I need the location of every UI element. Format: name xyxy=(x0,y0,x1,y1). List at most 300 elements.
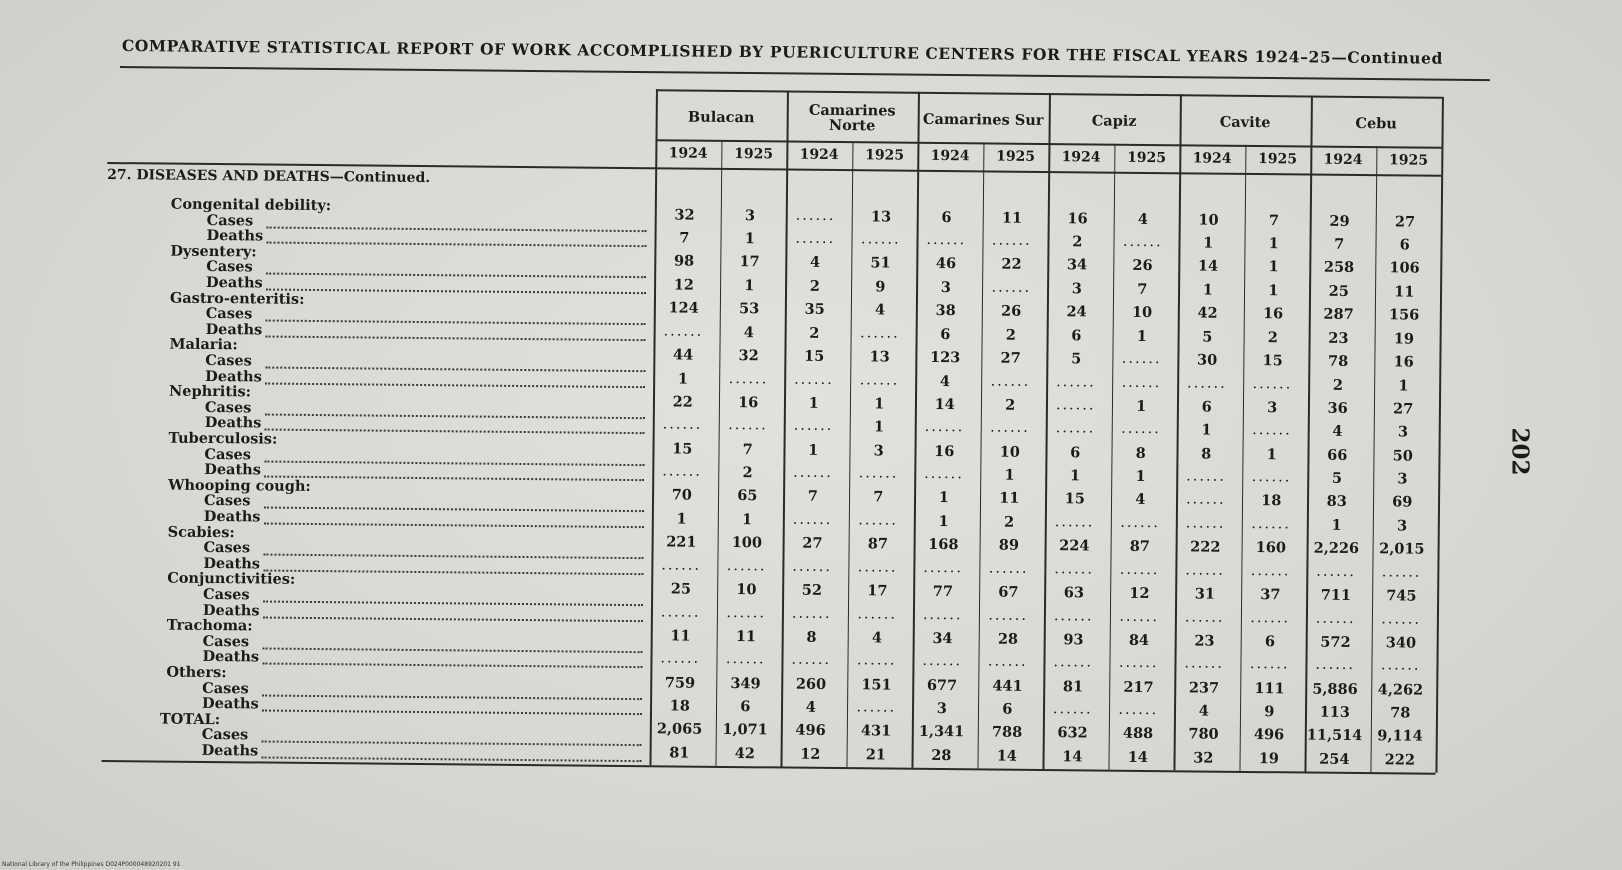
table-cell: ...... xyxy=(1055,420,1096,437)
table-cell: 15 xyxy=(1262,352,1283,370)
table-cell: 12 xyxy=(800,745,821,763)
leader-dots xyxy=(263,552,643,560)
table-cell: 237 xyxy=(1188,678,1220,697)
table-cell: 3 xyxy=(1397,470,1408,488)
table-cell: 1 xyxy=(741,511,753,529)
table-cell: 19 xyxy=(1258,750,1280,768)
table-cell: 42 xyxy=(734,745,756,763)
table-cell: ...... xyxy=(857,559,898,576)
table-cell: ...... xyxy=(1250,562,1291,580)
table-cell: 488 xyxy=(1122,725,1154,743)
leader-dots xyxy=(262,755,642,763)
table-bottom-rule xyxy=(101,760,1435,774)
table-cell: 168 xyxy=(928,536,959,554)
table-cell: ...... xyxy=(988,560,1029,577)
table-cell: 81 xyxy=(1062,677,1084,695)
table-cell: 53 xyxy=(738,300,760,318)
table-cell: ...... xyxy=(1381,564,1422,581)
table-cell: 7 xyxy=(742,440,753,458)
disease-name: Dysentery: xyxy=(170,242,257,261)
table-cell: 3 xyxy=(940,279,951,297)
table-cell: ...... xyxy=(791,651,832,669)
table-cell: 7 xyxy=(873,488,884,506)
table-cell: 77 xyxy=(932,582,954,601)
table-cell: ...... xyxy=(1316,563,1357,580)
table-cell: 780 xyxy=(1188,725,1219,744)
table-cell: 100 xyxy=(731,534,763,552)
table-cell: 27 xyxy=(1394,212,1416,231)
table-cell: 15 xyxy=(672,440,693,458)
table-cell: 31 xyxy=(1194,585,1216,603)
table-cell: 18 xyxy=(1261,492,1282,510)
table-cell: 222 xyxy=(1190,538,1221,556)
table-cell: 37 xyxy=(1260,586,1281,604)
table-cell: 15 xyxy=(1064,490,1085,508)
table-cell: 21 xyxy=(865,746,887,764)
cases-label: Cases xyxy=(204,445,252,463)
table-cell: ...... xyxy=(924,419,965,436)
table-cell: ...... xyxy=(1052,701,1093,718)
table-cell: ...... xyxy=(1055,396,1096,414)
table-cell: 632 xyxy=(1057,724,1088,742)
table-cell: 93 xyxy=(1063,630,1084,649)
leader-dots xyxy=(265,427,645,435)
table-cell: 32 xyxy=(674,206,695,224)
table-cell: ...... xyxy=(988,607,1029,624)
table-cell: ...... xyxy=(1252,375,1293,392)
table-cell: 431 xyxy=(860,722,892,740)
table-cell: 16 xyxy=(1067,209,1088,228)
cases-label: Cases xyxy=(205,305,253,323)
table-cell: ...... xyxy=(726,557,767,575)
table-cell: 50 xyxy=(1392,446,1413,465)
table-cell: ...... xyxy=(792,511,833,528)
table-cell: 1 xyxy=(873,418,885,436)
table-cell: 13 xyxy=(869,348,890,366)
table-cell: 5 xyxy=(1202,328,1213,346)
table-cell: ...... xyxy=(991,279,1032,296)
table-cell: 67 xyxy=(998,583,1019,601)
table-cell: 24 xyxy=(1066,303,1087,321)
table-cell: ...... xyxy=(1054,560,1095,578)
table-cell: 3 xyxy=(936,700,947,718)
table-cell: 10 xyxy=(736,581,757,599)
table-cell: 25 xyxy=(1328,282,1349,300)
cases-label: Cases xyxy=(203,585,250,604)
leader-dots xyxy=(266,240,646,248)
table-cell: ...... xyxy=(728,417,768,434)
table-cell: ...... xyxy=(660,650,701,668)
table-cell: 14 xyxy=(934,395,955,413)
disease-name: TOTAL: xyxy=(159,710,221,728)
table-cell: ...... xyxy=(728,370,769,387)
leader-dots xyxy=(265,380,645,388)
table-cell: 3 xyxy=(873,441,884,460)
disease-name: Tuberculosis: xyxy=(168,429,278,448)
deaths-label: Deaths xyxy=(205,367,262,386)
leader-dots xyxy=(266,333,646,341)
table-cell: 2,226 xyxy=(1313,539,1360,558)
table-cell: 1 xyxy=(1266,445,1277,463)
table-cell: 123 xyxy=(929,348,961,367)
table-cell: 2 xyxy=(1003,513,1015,531)
table-cell: 29 xyxy=(1329,212,1350,230)
table-cell: ...... xyxy=(1056,373,1096,391)
table-cell: ...... xyxy=(1185,491,1226,509)
year-header: 1925 xyxy=(1127,149,1167,167)
table-cell: ...... xyxy=(990,419,1030,437)
table-cell: 2 xyxy=(1332,376,1344,394)
table-cell: 28 xyxy=(997,630,1019,648)
table-cell: ...... xyxy=(660,603,701,621)
table-cell: 16 xyxy=(1262,305,1284,323)
disease-name: Malaria: xyxy=(169,335,238,354)
table-cell: ...... xyxy=(1053,607,1094,625)
table-cell: 5,886 xyxy=(1312,680,1358,698)
table-cell: 1 xyxy=(808,441,819,459)
table-cell: 78 xyxy=(1327,352,1349,370)
deaths-label: Deaths xyxy=(203,554,261,573)
table-cell: 22 xyxy=(672,393,693,411)
leader-dots xyxy=(263,645,643,653)
table-cell: 260 xyxy=(795,675,827,693)
table-cell: 2 xyxy=(1005,396,1016,414)
disease-name: Trachoma: xyxy=(166,616,253,635)
table-cell: ...... xyxy=(662,463,702,480)
deaths-label: Deaths xyxy=(201,695,259,713)
table-cell: ...... xyxy=(1185,562,1226,579)
table-cell: ...... xyxy=(661,557,702,574)
disease-name: Whooping cough: xyxy=(168,476,311,495)
table-cell: ...... xyxy=(726,604,767,621)
table-cell: ...... xyxy=(1252,422,1292,439)
table-cell: ...... xyxy=(1186,468,1226,485)
table-cell: 7 xyxy=(1137,280,1148,298)
table-cell: 9 xyxy=(1264,703,1275,721)
table-cell: 2 xyxy=(742,464,753,482)
table-cell: 224 xyxy=(1059,537,1090,555)
leader-dots xyxy=(266,271,646,279)
table-cell: 745 xyxy=(1386,587,1417,605)
table-cell: ...... xyxy=(725,651,766,668)
deaths-label: Deaths xyxy=(206,273,263,292)
province-header: Capiz xyxy=(1091,111,1137,130)
table-cell: 52 xyxy=(801,581,823,599)
table-cell: 10 xyxy=(1198,211,1219,229)
table-cell: ...... xyxy=(922,653,963,670)
table-cell: 4 xyxy=(1135,491,1146,509)
table-cell: 156 xyxy=(1388,306,1420,324)
table-cell: 98 xyxy=(673,252,695,271)
table-cell: ...... xyxy=(1121,350,1162,368)
table-cell: ...... xyxy=(792,558,833,575)
table-cell: 496 xyxy=(1253,726,1285,744)
table-cell: 2,015 xyxy=(1379,540,1425,558)
cases-label: Cases xyxy=(202,679,249,697)
statistics-table xyxy=(101,84,1498,805)
table-cell: ...... xyxy=(793,417,834,435)
table-cell: 1 xyxy=(1135,468,1146,486)
disease-name: Nephritis: xyxy=(168,382,252,401)
table-cell: ...... xyxy=(1118,655,1159,672)
table-cell: 222 xyxy=(1384,751,1416,769)
table-cell: 89 xyxy=(998,536,1020,554)
year-header: 1925 xyxy=(996,148,1036,165)
scan-footer: National Library of the Philippines D024P000048920201 91 xyxy=(2,861,181,868)
table-cell: ...... xyxy=(1119,608,1160,625)
table-cell: 4 xyxy=(939,372,951,390)
table-cell: 27 xyxy=(1393,400,1414,418)
year-header: 1925 xyxy=(865,147,905,164)
table-cell: 349 xyxy=(730,674,761,692)
table-cell: 8 xyxy=(1201,445,1212,463)
province-header: Cebu xyxy=(1355,114,1397,132)
table-cell: ...... xyxy=(1122,233,1163,251)
table-cell: 1 xyxy=(1136,397,1147,415)
leader-dots xyxy=(262,739,642,747)
leader-dots xyxy=(263,614,643,622)
table-cell: 254 xyxy=(1319,750,1350,768)
table-cell: 1 xyxy=(1202,281,1213,299)
table-cell: 9,114 xyxy=(1377,727,1423,746)
table-cell: 14 xyxy=(1197,257,1219,276)
table-cell: 36 xyxy=(1327,399,1348,417)
table-cell: 32 xyxy=(738,347,759,365)
table-cell: ...... xyxy=(1053,654,1094,671)
table-cell: 13 xyxy=(870,207,892,226)
table-cell: ...... xyxy=(663,323,704,340)
table-cell: ...... xyxy=(1118,701,1159,719)
table-cell: ...... xyxy=(1187,374,1227,392)
table-cell: ...... xyxy=(1184,608,1225,626)
table-cell: 4 xyxy=(805,698,816,717)
disease-name: Congenital debility: xyxy=(170,195,332,215)
table-cell: 69 xyxy=(1392,493,1413,511)
table-cell: 25 xyxy=(670,580,692,598)
table-cell: 34 xyxy=(1066,256,1088,274)
table-cell: 4 xyxy=(1137,210,1149,228)
cases-label: Cases xyxy=(203,539,251,557)
table-cell: 42 xyxy=(1197,304,1218,322)
deaths-label: Deaths xyxy=(202,648,260,666)
table-cell: 7 xyxy=(1334,235,1345,254)
table-cell: 1 xyxy=(1203,234,1214,252)
table-cell: 4 xyxy=(874,301,886,319)
table-cell: ...... xyxy=(1380,657,1421,675)
table-cell: 17 xyxy=(739,253,760,271)
table-cell: 6 xyxy=(1201,398,1212,416)
table-cell: ...... xyxy=(1121,421,1161,438)
table-cell: 16 xyxy=(934,442,955,460)
table-cell: ...... xyxy=(795,207,836,224)
table-cell: ...... xyxy=(1185,515,1226,532)
table-cell: 1,341 xyxy=(918,723,965,741)
deaths-label: Deaths xyxy=(201,741,259,760)
table-cell: ...... xyxy=(791,605,832,622)
table-cell: ...... xyxy=(1315,657,1356,674)
table-cell: 1 xyxy=(1136,327,1148,345)
table-cell: ...... xyxy=(1054,514,1095,531)
table-cell: ...... xyxy=(860,231,901,248)
table-cell: 81 xyxy=(669,744,690,762)
table-cell: 1 xyxy=(676,510,687,528)
table-cell: 1 xyxy=(938,512,949,531)
table-cell: 441 xyxy=(992,677,1023,695)
leader-dots xyxy=(262,661,642,669)
section-heading: 27. DISEASES AND DEATHS—Continued. xyxy=(107,166,431,187)
leader-dots xyxy=(262,708,642,716)
table-cell: ...... xyxy=(1250,609,1291,626)
table-cell: 258 xyxy=(1323,259,1355,277)
table-cell: 17 xyxy=(867,582,888,600)
table-cell: ...... xyxy=(795,230,836,248)
table-cell: 18 xyxy=(669,697,690,715)
title-rule xyxy=(120,66,1490,81)
deaths-label: Deaths xyxy=(205,320,263,339)
table-cell: 496 xyxy=(795,722,826,740)
year-header: 1924 xyxy=(1061,149,1101,166)
table-cell: ...... xyxy=(991,232,1032,250)
table-cell: 26 xyxy=(1000,302,1022,320)
table-cell: 106 xyxy=(1389,259,1420,277)
year-header: 1925 xyxy=(734,146,774,163)
cases-label: Cases xyxy=(203,492,251,510)
table-cell: ...... xyxy=(794,371,834,388)
leader-dots xyxy=(265,365,645,373)
table-cell: ...... xyxy=(662,416,703,434)
table-cell: 151 xyxy=(861,675,892,694)
table-cell: 759 xyxy=(664,673,696,692)
table-cell: 3 xyxy=(1397,423,1409,441)
table-cell: 70 xyxy=(671,486,693,505)
report-title: COMPARATIVE STATISTICAL REPORT OF WORK ACCOMPLISHED BY PUERICULTURE CENTERS FOR THE FISCAL YEARS 1924–25—Continued xyxy=(121,36,1444,68)
table-cell: 12 xyxy=(1129,584,1150,603)
table-cell: 15 xyxy=(803,347,825,365)
table-cell: ...... xyxy=(859,371,900,389)
table-cell: 63 xyxy=(1063,584,1085,602)
table-cell: ...... xyxy=(856,652,897,669)
table-cell: 44 xyxy=(672,346,694,364)
deaths-label: Deaths xyxy=(202,601,260,620)
table-cell: 1 xyxy=(874,395,885,413)
table-cell: 711 xyxy=(1320,586,1352,604)
table-cell: 788 xyxy=(991,723,1023,742)
table-cell: 4 xyxy=(1332,423,1343,441)
table-cell: ...... xyxy=(1184,655,1225,673)
cases-label: Cases xyxy=(206,211,254,229)
table-cell: 23 xyxy=(1194,632,1215,650)
table-cell: ...... xyxy=(859,325,900,342)
table-cell: 11 xyxy=(1394,283,1415,301)
table-cell: 3 xyxy=(744,206,756,224)
table-cell: 11 xyxy=(735,627,757,646)
table-cell: 2 xyxy=(809,324,820,342)
table-cell: 1 xyxy=(1398,376,1409,395)
table-cell: 9 xyxy=(875,278,886,296)
table-cell: 84 xyxy=(1128,631,1150,649)
table-cell: 1,071 xyxy=(722,721,768,739)
year-header: 1924 xyxy=(1192,150,1232,167)
table-cell: 3 xyxy=(1267,398,1278,417)
table-cell: 51 xyxy=(870,254,891,272)
table-cell: 66 xyxy=(1327,446,1348,464)
table-cell: 14 xyxy=(1127,748,1149,767)
table-cell: ...... xyxy=(858,465,899,482)
leader-dots xyxy=(263,567,643,575)
cases-label: Cases xyxy=(204,398,252,417)
table-cell: 2 xyxy=(809,277,820,295)
table-cell: 3 xyxy=(1396,517,1408,535)
table-cell: 78 xyxy=(1390,704,1411,722)
table-cell: ...... xyxy=(922,606,963,623)
table-cell: 1 xyxy=(808,394,819,412)
table-cell: 6 xyxy=(1071,327,1082,345)
table-cell: 38 xyxy=(935,302,956,320)
disease-name: Others: xyxy=(166,663,227,682)
table-cell: 4,262 xyxy=(1377,680,1424,699)
table-cell: 572 xyxy=(1320,633,1351,651)
table-cell: ...... xyxy=(1315,610,1356,627)
disease-name: Scabies: xyxy=(167,523,235,541)
table-cell: 113 xyxy=(1319,703,1350,722)
table-cell: 30 xyxy=(1196,351,1218,369)
year-header: 1924 xyxy=(799,146,839,164)
table-cell: ...... xyxy=(1121,374,1162,391)
leader-dots xyxy=(264,474,644,482)
province-header: Camarines Norte xyxy=(808,101,896,135)
table-cell: 8 xyxy=(806,628,817,646)
table-cell: 87 xyxy=(867,535,889,553)
year-header: 1925 xyxy=(1389,152,1429,169)
table-cell: 11 xyxy=(670,627,691,645)
table-cell: 27 xyxy=(802,534,823,553)
table-cell: 1 xyxy=(744,277,755,295)
disease-name: Conjunctivities: xyxy=(167,569,296,589)
table-cell: 1 xyxy=(1268,282,1279,300)
table-cell: 6 xyxy=(941,208,952,226)
table-cell: ...... xyxy=(1249,656,1290,673)
table-cell: 7 xyxy=(679,229,690,247)
leader-dots xyxy=(265,411,645,419)
table-cell: 2 xyxy=(1267,328,1278,347)
table-cell: 14 xyxy=(1062,748,1083,766)
deaths-label: Deaths xyxy=(206,227,264,245)
table-cell: ...... xyxy=(1251,515,1291,533)
cases-label: Cases xyxy=(201,726,249,744)
year-header: 1924 xyxy=(930,147,970,165)
page-number: 202 xyxy=(1506,427,1534,476)
table-cell: 14 xyxy=(996,747,1018,765)
leader-dots xyxy=(264,505,644,513)
table-cell: 1 xyxy=(1004,466,1015,484)
table-cell: 4 xyxy=(1198,702,1209,720)
deaths-label: Deaths xyxy=(204,461,261,479)
table-cell: 6 xyxy=(1070,443,1081,461)
table-cell: 32 xyxy=(1193,749,1214,767)
table-cell: 160 xyxy=(1255,539,1287,557)
table-cell: 7 xyxy=(1268,211,1280,229)
table-cell: 35 xyxy=(804,300,825,319)
table-cell: 19 xyxy=(1393,330,1415,348)
table-cell: 12 xyxy=(673,276,695,294)
table-cell: 1 xyxy=(1201,421,1212,439)
table-cell: 4 xyxy=(743,323,755,342)
year-header: 1925 xyxy=(1258,151,1298,168)
table-cell: 7 xyxy=(807,488,818,506)
table-cell: 3 xyxy=(1071,280,1082,298)
table-cell: ...... xyxy=(923,559,964,577)
deaths-label: Deaths xyxy=(203,507,261,526)
